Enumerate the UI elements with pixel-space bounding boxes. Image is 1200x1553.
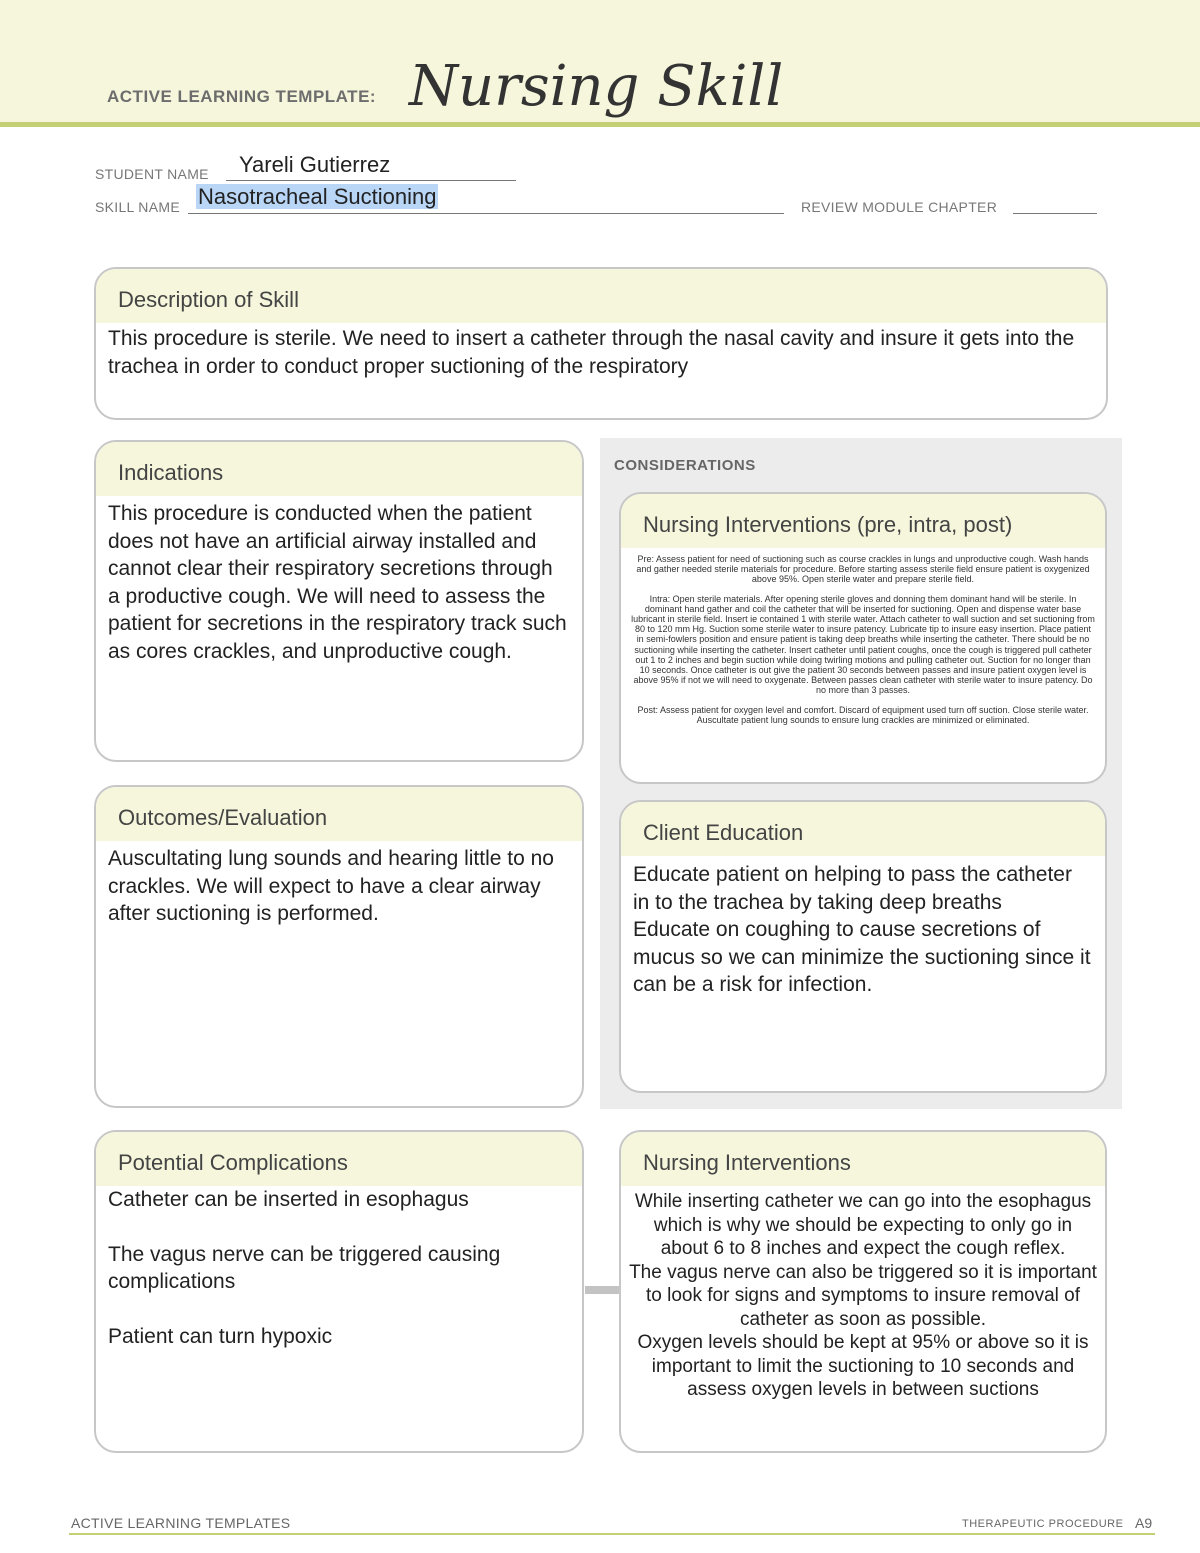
nursing-interventions-title: Nursing Interventions [621,1132,1105,1186]
description-text: This procedure is sterile. We need to insert a catheter through the nasal cavity and insure it gets into the trachea in order to conduct proper suctioning of the respiratory [108,327,1075,378]
skill-name-field[interactable] [196,184,438,210]
complication-item: The vagus nerve can be triggered causing complications [108,1242,501,1293]
student-name-field[interactable]: Yareli Gutierrez [239,152,391,177]
nursing-interventions-card [619,1130,1107,1453]
indications-title: Indications [96,442,582,496]
nursing-interventions-text-3: Oxygen levels should be kept at 95% or above so it is important to limit the suctioning to 10 seconds and assess oxygen levels in between suctions [637,1332,1089,1400]
student-name-label: STUDENT NAME [95,166,209,182]
complications-body [96,1186,582,1350]
client-education-text-1: Educate patient on helping to pass the catheter in to the trachea by taking deep breaths [633,863,1072,914]
nursing-interventions-text-1: While inserting catheter we can go into the esophagus which is why we should be expecting to only go in about 6 to 8 inches and expect the cough reflex. [634,1191,1092,1259]
review-module-label: REVIEW MODULE CHAPTER [801,199,998,215]
nursing-interventions-ppp-card [619,492,1107,784]
complication-item: Catheter can be inserted in esophagus [108,1188,469,1211]
review-module-field[interactable] [1013,213,1097,214]
client-education-text-2: Educate on coughing to cause secretions of mucus so we can minimize the suctioning since it can be a risk for infection. [633,918,1091,996]
intra-procedure-text: Intra: Open sterile materials. After opening sterile gloves and donning them dominant hand will be sterile. In dominant hand gather and coil the catheter that will be inserted for suctioning. Open and dispense water base lubricant in sterile field. Insert ie contained 1 with sterile water. Attach catheter to wall suction and set suctioning from 80 to 120 mm Hg. Suction some sterile water to insure patency. Lubricate tip to insure easy insertion. Place patient in semi-fowlers position and ensure patient is taking deep breaths while inserting the catheter. There should be no suctioning while inserting the catheter. Insert catheter until patient coughs, once the cough is triggered pull catheter out 1 to 2 inches and begin suction while doing twirling motions and pulling catheter out. Suction for no longer than 10 seconds. Once catheter is out give the patient 30 seconds between passes and insure patient oxygen level is above 95% if not we will need to oxygenate. Between passes clean catheter with sterile water to insure patency. Do no more than 3 passes. [631,593,1095,696]
post-procedure-text: Post: Assess patient for oxygen level and comfort. Discard of equipment used turn off suction. Close sterile water. Auscultate patient lung sounds to ensure lung crackles are minimized or eliminated. [637,704,1089,725]
description-card [94,267,1108,420]
indications-card [94,440,584,762]
skill-name-line [188,213,784,214]
skill-name-label: SKILL NAME [95,199,180,215]
complication-item: Patient can turn hypoxic [108,1324,333,1348]
pre-procedure-text: Pre: Assess patient for need of suctioning such as course crackles in lungs and unproductive cough. Wash hands and gather needed sterile materials for procedure. Before starting assess sterile field ensure patient is oxygenized above 95%. Open sterile water and prepare sterile field. [636,554,1090,585]
skill-name-value: Nasotracheal Suctioning [198,184,437,209]
footer-right: THERAPEUTIC PROCEDURE [962,1518,1124,1530]
connector-bar [585,1286,619,1294]
nursing-interventions-ppp-body [621,548,1105,725]
nursing-interventions-text-2: The vagus nerve can also be triggered so it is important to look for signs and symptoms to insure removal of catheter as soon as possible. [629,1261,1097,1330]
description-title: Description of Skill [96,269,1106,323]
student-name-line [226,180,516,181]
complications-card [94,1130,584,1453]
nursing-interventions-ppp-title: Nursing Interventions (pre, intra, post) [621,494,1105,548]
complications-title: Potential Complications [96,1132,582,1186]
client-education-card [619,800,1107,1093]
considerations-title: CONSIDERATIONS [614,457,756,474]
footer-page-number: A9 [1135,1515,1153,1531]
template-title: Nursing Skill [409,54,784,119]
indications-text: This procedure is conducted when the patient does not have an artificial airway installed and cannot clear their respiratory secretions through a productive cough. We will need to assess the patient for secretions in the respiratory track such as cores crackles, and unproductive cough. [108,502,567,663]
footer-rule [69,1533,1155,1535]
footer-left: ACTIVE LEARNING TEMPLATES [71,1515,291,1531]
nursing-interventions-body [621,1186,1105,1402]
client-education-body [621,856,1105,999]
client-education-title: Client Education [621,802,1105,856]
outcomes-card [94,785,584,1108]
template-label: ACTIVE LEARNING TEMPLATE: [107,87,377,106]
outcomes-title: Outcomes/Evaluation [96,787,582,841]
header-rule [0,122,1200,127]
outcomes-text: Auscultating lung sounds and hearing little to no crackles. We will expect to have a clear airway after suctioning is performed. [108,847,554,925]
